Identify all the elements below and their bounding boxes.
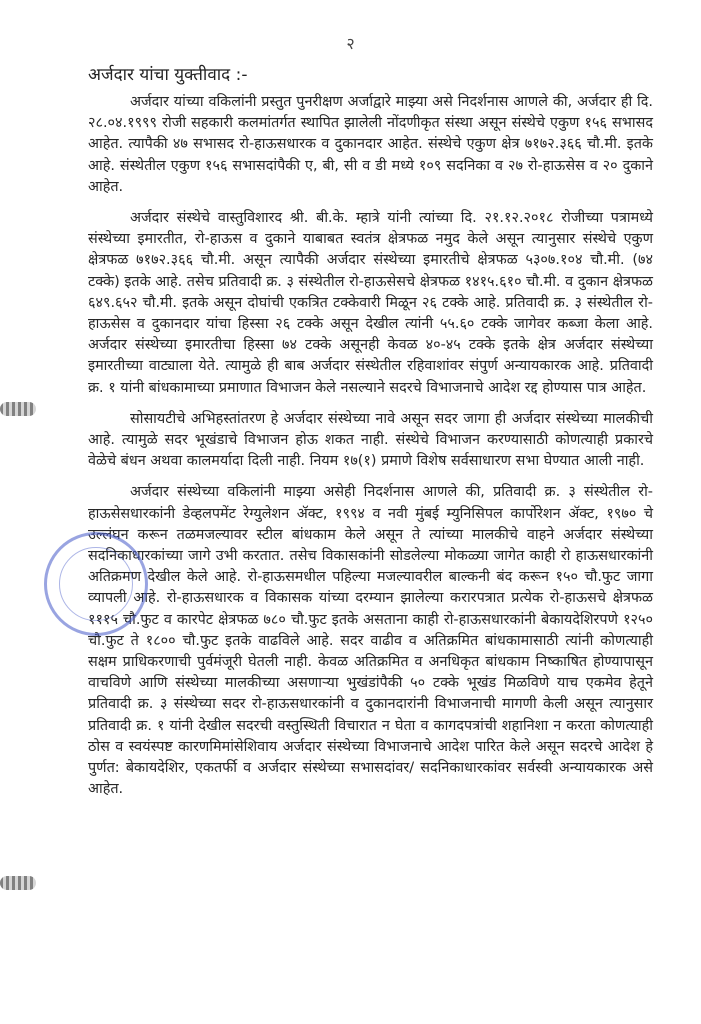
- document-body: [88, 92, 653, 811]
- section-heading: अर्जदार यांचा युक्तीवाद :-: [88, 65, 248, 85]
- paragraph-1: अर्जदार यांच्या वकिलांनी प्रस्तुत पुनरीक्षण अर्जाद्वारे माझ्या असे निदर्शनास आणले की, अर्जदार ही दि. २८.०४.१९९९ रोजी सहकारी कलमांतर्गत स्थापित झालेली नोंदणीकृत संस्था असून संस्थेचे एकुण १५६ सभासद आहेत. त्यापैकी ४७ सभासद रो-हाऊसधारक व दुकानदार आहेत. संस्थेचे एकुण क्षेत्र ७१७२.३६६ चौ.मी. इतके आहे. संस्थेतील एकुण १५६ सभासदांपैकी ए, बी, सी व डी मध्ये १०९ सदनिका व २७ रो-हाऊसेस व २० दुकाने आहेत.: [88, 94, 653, 195]
- paragraph-3: सोसायटीचे अभिहस्तांतरण हे अर्जदार संस्थेच्या नावे असून सदर जागा ही अर्जदार संस्थेच्या मालकीची आहे. त्यामुळे सदर भूखंडाचे विभाजन होऊ शकत नाही. संस्थेचे विभाजन करण्यासाठी कोणत्याही प्रकारचे वेळेचे बंधन अथवा कालमर्यादा दिली नाही. नियम १७(१) प्रमाणे विशेष सर्वसाधारण सभा घेण्यात आली नाही.: [88, 410, 653, 470]
- paragraph-2: अर्जदार संस्थेचे वास्तुविशारद श्री. बी.के. म्हात्रे यांनी त्यांच्या दि. २१.१२.२०१८ रोजीच्या पत्रामध्ये संस्थेच्या इमारतीत, रो-हाऊस व दुकाने याबाबत स्वतंत्र क्षेत्रफळ नमुद केले असून त्यानुसार संस्थेचे एकुण क्षेत्रफळ ७१७२.३६६ चौ.मी. असून त्यापैकी अर्जदार संस्थेच्या इमारतीचे क्षेत्रफळ ५३०७.१०४ चौ.मी. (७४ टक्के) इतके आहे. तसेच प्रतिवादी क्र. ३ संस्थेतील रो-हाऊसेसचे क्षेत्रफळ १४१५.६१० चौ.मी. व दुकान क्षेत्रफळ ६४९.६५२ चौ.मी. इतके असून दोघांची एकत्रित टक्केवारी मिळून २६ टक्के आहे. प्रतिवादी क्र. ३ संस्थेतील रो-हाऊसेस व दुकानदार यांचा हिस्सा २६ टक्के असून देखील त्यांनी ५५.६० टक्के जागेवर कब्जा केला आहे. अर्जदार संस्थेच्या इमारतीचा हिस्सा ७४ टक्के असूनही केवळ ४०-४५ टक्के इतके क्षेत्र अर्जदार संस्थेच्या इमारतीच्या वाट्याला येते. त्यामुळे ही बाब अर्जदार संस्थेतील रहिवाशांवर संपुर्ण अन्यायकारक आहे. प्रतिवादी क्र. १ यांनी बांधकामाच्या प्रमाणात विभाजन केले नसल्याने सदरचे विभाजनाचे आदेश रद्द होण्यास पात्र आहेत.: [88, 210, 653, 396]
- page-number: २: [346, 34, 355, 53]
- binding-hole-top: [0, 402, 36, 416]
- office-seal-stamp: [44, 532, 148, 636]
- binding-hole-bottom: [0, 876, 36, 890]
- paragraph-4: अर्जदार संस्थेच्या वकिलांनी माझ्या असेही निदर्शनास आणले की, प्रतिवादी क्र. ३ संस्थेतील रो-हाऊसेसधारकांनी डेव्हलपमेंट रेग्युलेशन ॲक्ट, १९९४ व नवी मुंबई म्युनिसिपल कार्पोरेशन ॲक्ट, १९७० चे उल्लंघन करून तळमजल्यावर स्टील बांधकाम केले असून ते त्यांच्या मालकीचे वाहने अर्जदार संस्थेच्या सदनिकाधारकांच्या जागे उभी करतात. तसेच विकासकांनी सोडलेल्या मोकळ्या जागेत काही रो हाऊसधारकांनी अतिक्रमण देखील केले आहे. रो-हाऊसमधील पहिल्या मजल्यावरील बाल्कनी बंद करून १५० चौ.फुट जागा व्यापली आहे. रो-हाऊसधारक व विकासक यांच्या दरम्यान झालेल्या करारपत्रात प्रत्येक रो-हाऊसचे क्षेत्रफळ १११५ चौ.फुट व कारपेट क्षेत्रफळ ७८० चौ.फुट इतके असताना काही रो-हाऊसधारकांनी बेकायदेशिरपणे १२५० चौ.फुट ते १८०० चौ.फुट इतके वाढविले आहे. सदर वाढीव व अतिक्रमित बांधकामासाठी त्यांनी कोणत्याही सक्षम प्राधिकरणाची पुर्वमंजूरी घेतली नाही. केवळ अतिक्रमित व अनधिकृत बांधकाम निष्काषित होण्यापासून वाचविणे आणि संस्थेच्या मालकीच्या असणाऱ्या भुखंडांपैकी ५० टक्के भूखंड मिळविणे याच एकमेव हेतूने प्रतिवादी क्र. ३ संस्थेच्या सदर रो-हाऊसधारकांनी व दुकानदारांनी विभाजनाची मागणी केली असून त्यानुसार प्रतिवादी क्र. १ यांनी देखील सदरची वस्तुस्थिती विचारात न घेता व कागदपत्रांची शहानिशा न करता कोणत्याही ठोस व स्वयंस्पष्ट कारणमिमांसेशिवाय अर्जदार संस्थेच्या विभाजनाचे आदेश पारित केले असून सदरचे आदेश हे पुर्णत: बेकायदेशिर, एकतर्फी व अर्जदार संस्थेच्या सभासदांवर/ सदनिकाधारकांवर सर्वस्वी अन्यायकारक असे आहेत.: [88, 484, 653, 798]
